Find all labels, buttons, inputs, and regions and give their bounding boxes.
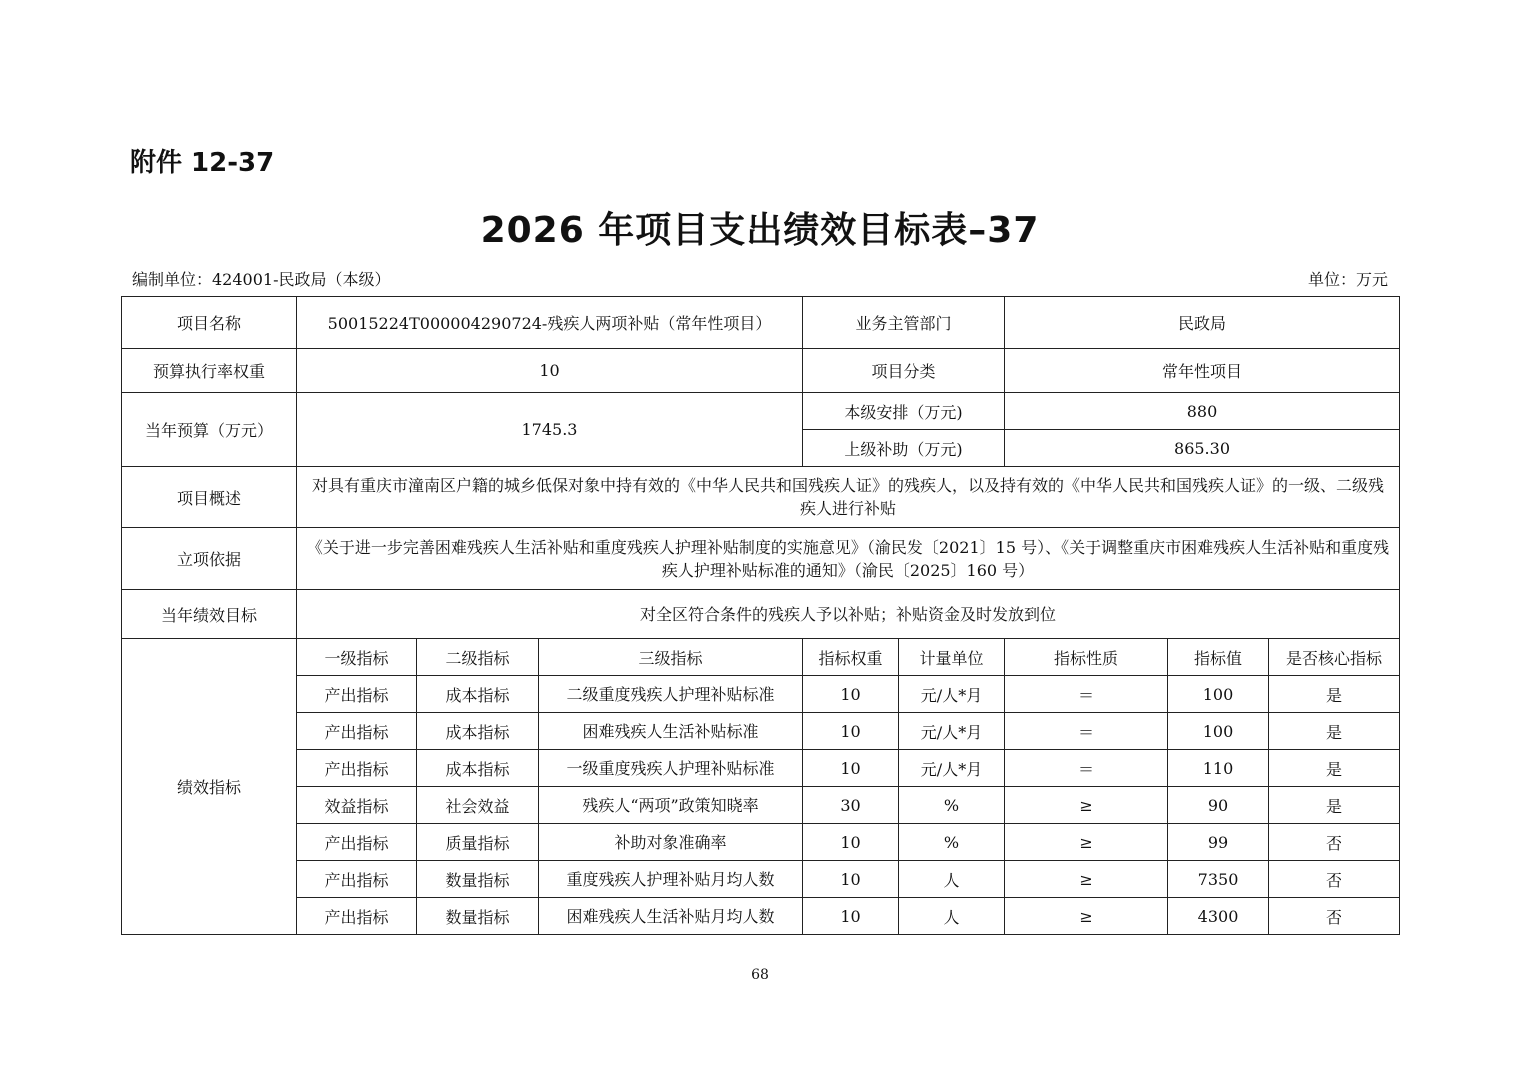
upper-subsidy-value: 865.30: [1005, 430, 1400, 467]
page-title: 2026 年项目支出绩效目标表–37: [480, 210, 1040, 251]
level3-cell: 困难残疾人生活补贴月均人数: [539, 898, 803, 935]
unit-cell: 元/人*月: [899, 750, 1005, 787]
level2-cell: 数量指标: [417, 898, 539, 935]
weight-cell: 10: [803, 898, 899, 935]
table-row: [122, 349, 1400, 393]
table-row: [122, 393, 1400, 430]
page-number: 68: [751, 967, 769, 983]
overview-label: 项目概述: [122, 467, 297, 528]
level3-cell: 二级重度残疾人护理补贴标准: [539, 676, 803, 713]
local-budget-label: 本级安排（万元): [803, 393, 1005, 430]
basis-label: 立项依据: [122, 528, 297, 590]
level2-cell: 社会效益: [417, 787, 539, 824]
project-name-label: 项目名称: [122, 297, 297, 349]
core-cell: 否: [1269, 861, 1400, 898]
value-cell: 100: [1168, 676, 1269, 713]
indicators-label: 绩效指标: [122, 639, 297, 935]
level1-cell: 产出指标: [297, 713, 417, 750]
core-cell: 是: [1269, 750, 1400, 787]
level3-cell: 重度残疾人护理补贴月均人数: [539, 861, 803, 898]
nature-cell: ＝: [1005, 713, 1168, 750]
level1-cell: 产出指标: [297, 861, 417, 898]
nature-cell: ≥: [1005, 824, 1168, 861]
weight-cell: 10: [803, 676, 899, 713]
weight-cell: 10: [803, 750, 899, 787]
dept-value: 民政局: [1005, 297, 1400, 349]
nature-cell: ≥: [1005, 861, 1168, 898]
level3-cell: 困难残疾人生活补贴标准: [539, 713, 803, 750]
level2-cell: 成本指标: [417, 713, 539, 750]
level2-cell: 成本指标: [417, 676, 539, 713]
budget-value: 1745.3: [297, 393, 803, 467]
value-cell: 100: [1168, 713, 1269, 750]
weight-label: 预算执行率权重: [122, 349, 297, 393]
performance-table: [121, 296, 1400, 935]
unit-cell: 元/人*月: [899, 713, 1005, 750]
dept-label: 业务主管部门: [803, 297, 1005, 349]
weight-cell: 10: [803, 824, 899, 861]
local-budget-value: 880: [1005, 393, 1400, 430]
core-cell: 是: [1269, 676, 1400, 713]
core-cell: 否: [1269, 824, 1400, 861]
weight-cell: 10: [803, 861, 899, 898]
weight-cell: 30: [803, 787, 899, 824]
indicator-row: [122, 676, 1400, 713]
goal-label: 当年绩效目标: [122, 590, 297, 639]
table-row: [122, 590, 1400, 639]
table-row: [122, 467, 1400, 528]
nature-cell: ≥: [1005, 898, 1168, 935]
column-header: 一级指标: [297, 639, 417, 676]
level2-cell: 成本指标: [417, 750, 539, 787]
value-cell: 7350: [1168, 861, 1269, 898]
unit-cell: %: [899, 787, 1005, 824]
category-label: 项目分类: [803, 349, 1005, 393]
value-cell: 90: [1168, 787, 1269, 824]
column-header: 是否核心指标: [1269, 639, 1400, 676]
value-cell: 110: [1168, 750, 1269, 787]
unit-cell: %: [899, 824, 1005, 861]
nature-cell: ≥: [1005, 787, 1168, 824]
indicator-row: [122, 824, 1400, 861]
level2-cell: 质量指标: [417, 824, 539, 861]
unit-cell: 元/人*月: [899, 676, 1005, 713]
level3-cell: 残疾人“两项”政策知晓率: [539, 787, 803, 824]
category-value: 常年性项目: [1005, 349, 1400, 393]
level1-cell: 产出指标: [297, 824, 417, 861]
weight-cell: 10: [803, 713, 899, 750]
table-row: [122, 528, 1400, 590]
level1-cell: 产出指标: [297, 676, 417, 713]
indicator-row: [122, 750, 1400, 787]
attachment-label: 附件 12-37: [130, 148, 275, 178]
column-header: 指标值: [1168, 639, 1269, 676]
goal-value: 对全区符合条件的残疾人予以补贴；补贴资金及时发放到位: [297, 590, 1400, 639]
level3-cell: 一级重度残疾人护理补贴标准: [539, 750, 803, 787]
level1-cell: 效益指标: [297, 787, 417, 824]
value-cell: 4300: [1168, 898, 1269, 935]
nature-cell: ＝: [1005, 676, 1168, 713]
column-header: 指标性质: [1005, 639, 1168, 676]
project-name-value: 50015224T000004290724-残疾人两项补贴（常年性项目）: [297, 297, 803, 349]
upper-subsidy-label: 上级补助（万元): [803, 430, 1005, 467]
indicator-row: [122, 787, 1400, 824]
core-cell: 是: [1269, 713, 1400, 750]
currency-unit: 单位：万元: [1307, 270, 1388, 289]
level2-cell: 数量指标: [417, 861, 539, 898]
indicator-row: [122, 861, 1400, 898]
level1-cell: 产出指标: [297, 898, 417, 935]
core-cell: 是: [1269, 787, 1400, 824]
nature-cell: ＝: [1005, 750, 1168, 787]
column-header: 三级指标: [539, 639, 803, 676]
column-header: 计量单位: [899, 639, 1005, 676]
value-cell: 99: [1168, 824, 1269, 861]
core-cell: 否: [1269, 898, 1400, 935]
weight-value: 10: [297, 349, 803, 393]
level1-cell: 产出指标: [297, 750, 417, 787]
column-header: 指标权重: [803, 639, 899, 676]
level3-cell: 补助对象准确率: [539, 824, 803, 861]
indicator-row: [122, 713, 1400, 750]
column-header: 二级指标: [417, 639, 539, 676]
basis-value: 《关于进一步完善困难残疾人生活补贴和重度残疾人护理补贴制度的实施意见》（渝民发〔2021〕15 号）、《关于调整重庆市困难残疾人生活补贴和重度残疾人护理补贴标准的通知》（渝民〔2025〕160 号）: [297, 528, 1400, 590]
budget-label: 当年预算（万元）: [122, 393, 297, 467]
table-row: [122, 297, 1400, 349]
compiling-unit: 编制单位：424001-民政局（本级）: [132, 270, 391, 289]
indicator-header-row: [122, 639, 1400, 676]
indicator-row: [122, 898, 1400, 935]
unit-cell: 人: [899, 861, 1005, 898]
unit-cell: 人: [899, 898, 1005, 935]
overview-value: 对具有重庆市潼南区户籍的城乡低保对象中持有效的《中华人民共和国残疾人证》的残疾人，以及持有效的《中华人民共和国残疾人证》的一级、二级残疾人进行补贴: [297, 467, 1400, 528]
